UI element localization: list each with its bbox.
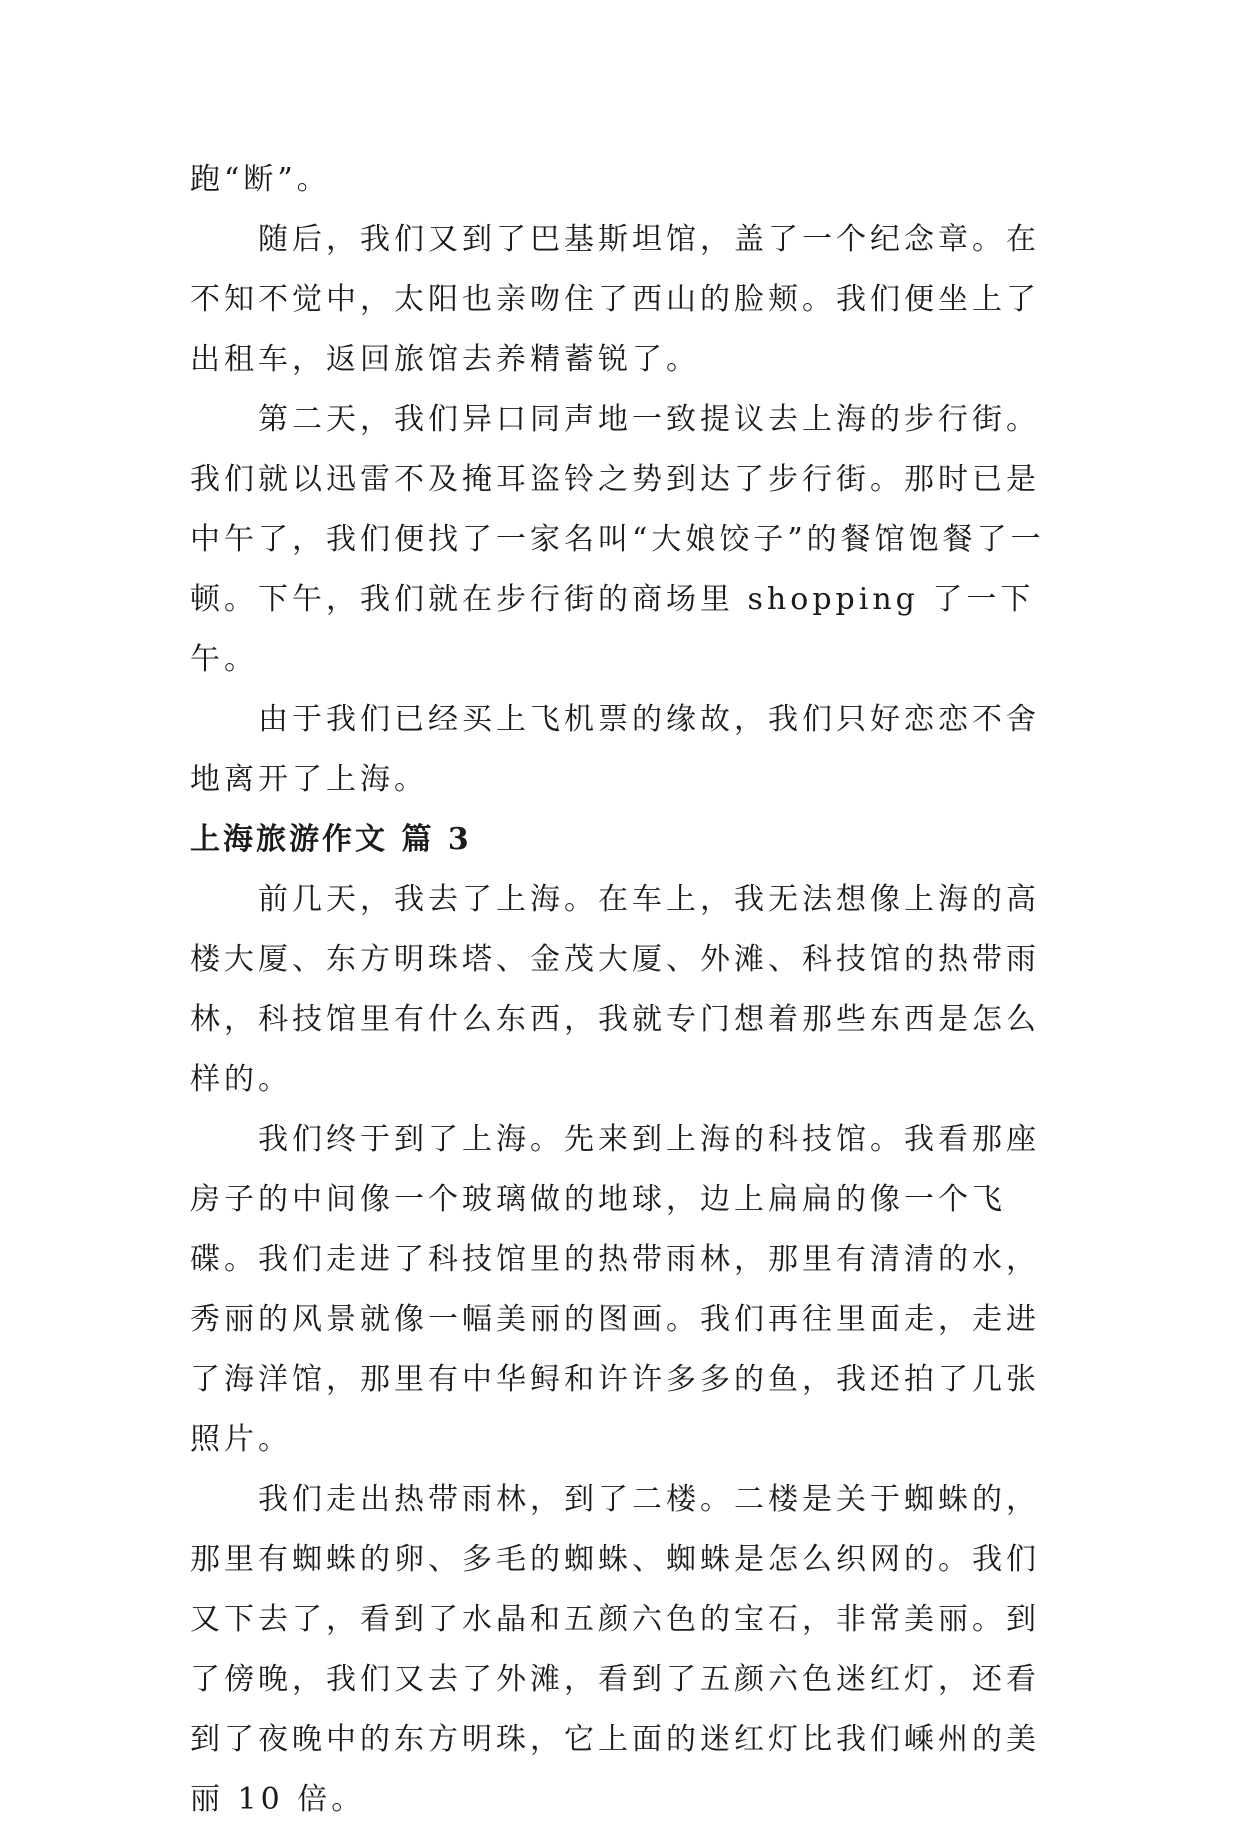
paragraph-4: 由于我们已经买上飞机票的缘故，我们只好恋恋不舍地离开了上海。 <box>190 702 1040 797</box>
paragraph-2: 随后，我们又到了巴基斯坦馆，盖了一个纪念章。在不知不觉中，太阳也亲吻住了西山的脸颊。我们便坐上了出租车，返回旅馆去养精蓄锐了。 <box>190 222 1040 377</box>
document-body <box>190 150 1070 1830</box>
paragraph-6: 我们终于到了上海。先来到上海的科技馆。我看那座房子的中间像一个玻璃做的地球，边上扁扁的像一个飞碟。我们走进了科技馆里的热带雨林，那里有清清的水，秀丽的风景就像一幅美丽的图画。我们再往里面走，走进了海洋馆，那里有中华鲟和许许多多的鱼，我还拍了几张照片。 <box>190 1122 1040 1457</box>
paragraph-3: 第二天，我们异口同声地一致提议去上海的步行街。我们就以迅雷不及掩耳盗铃之势到达了步行街。那时已是中午了，我们便找了一家名叫“大娘饺子”的餐馆饱餐了一顿。下午，我们就在步行街的商场里 shopping 了一下午。 <box>190 402 1045 677</box>
paragraph-7: 我们走出热带雨林，到了二楼。二楼是关于蜘蛛的，那里有蜘蛛的卵、多毛的蜘蛛、蜘蛛是怎么织网的。我们又下去了，看到了水晶和五颜六色的宝石，非常美丽。到了傍晚，我们又去了外滩，看到了五颜六色迷红灯，还看到了夜晚中的东方明珠，它上面的迷红灯比我们嵊州的美丽 10 倍。 <box>190 1482 1040 1817</box>
paragraph-1: 跑“断”。 <box>190 162 331 197</box>
section-heading: 上海旅游作文 篇 3 <box>190 822 472 857</box>
paragraph-5: 前几天，我去了上海。在车上，我无法想像上海的高楼大厦、东方明珠塔、金茂大厦、外滩、科技馆的热带雨林，科技馆里有什么东西，我就专门想着那些东西是怎么样的。 <box>190 882 1040 1097</box>
